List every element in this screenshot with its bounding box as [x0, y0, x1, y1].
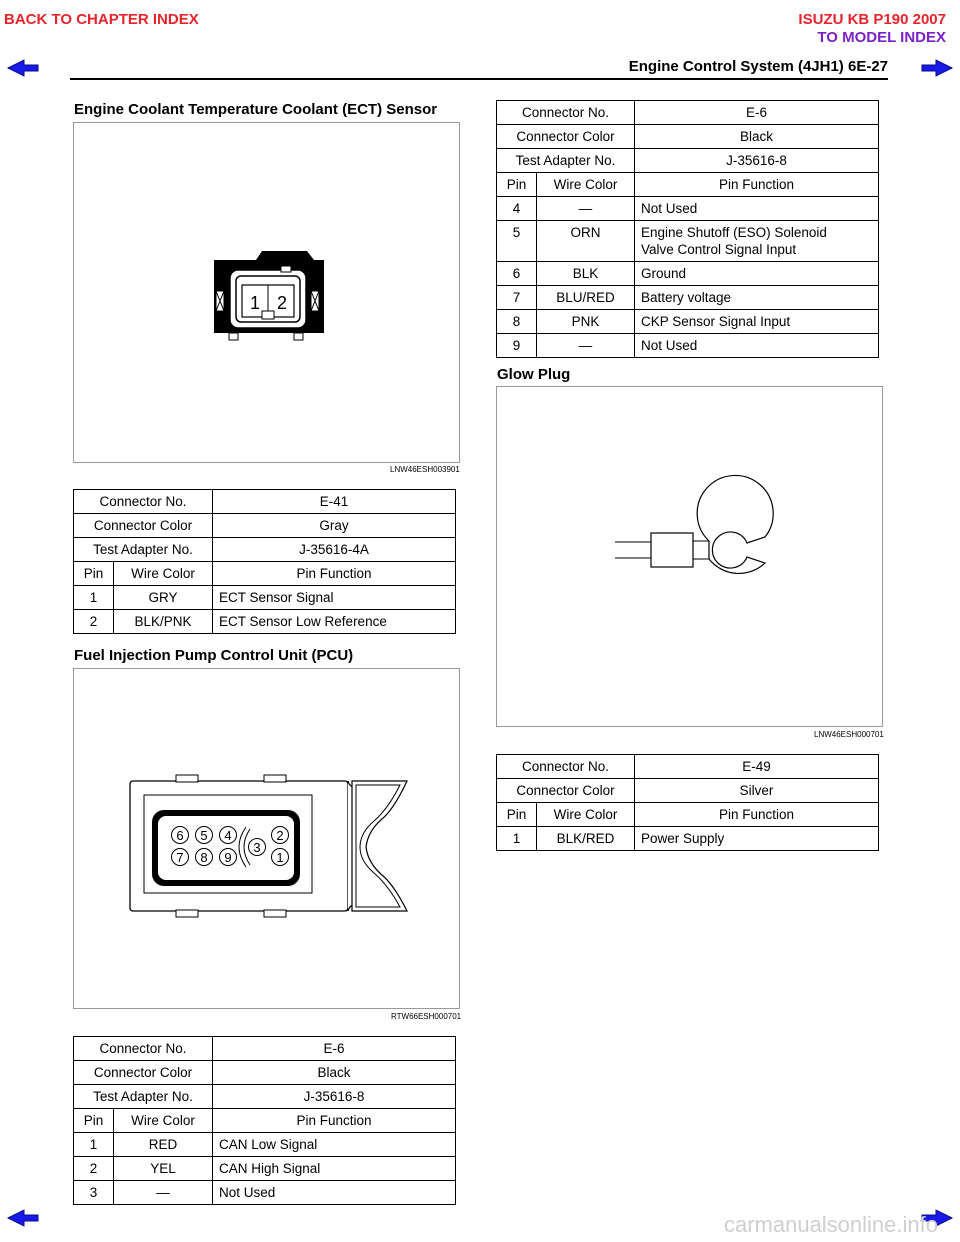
pcu-figure-code: RTW66ESH000701 [391, 1012, 462, 1021]
table-row [497, 310, 879, 334]
table-row [74, 514, 456, 538]
table-row [497, 125, 879, 149]
table-row [74, 1061, 456, 1085]
table-cell: 1 [74, 586, 114, 610]
table-row [74, 1181, 456, 1205]
table-cell: Test Adapter No. [74, 1085, 213, 1109]
pcu-connector-table [73, 1036, 456, 1205]
table-cell: J-35616-8 [635, 149, 879, 173]
table-cell: Black [213, 1061, 456, 1085]
table-header-cell: Wire Color [537, 803, 635, 827]
glow-plug-terminal-icon [497, 387, 884, 728]
table-cell: YEL [114, 1157, 213, 1181]
table-cell: 9 [497, 334, 537, 358]
previous-page-arrow-icon[interactable] [6, 1208, 40, 1228]
table-cell: Connector No. [497, 101, 635, 125]
table-row [74, 610, 456, 634]
table-cell: ORN [537, 221, 635, 262]
model-name-label: ISUZU KB P190 2007 [798, 11, 946, 28]
pcu-pin-label: 1 [276, 850, 284, 865]
ect-connector-table [73, 489, 456, 634]
table-cell: Not Used [213, 1181, 456, 1205]
function-line: Valve Control Signal Input [641, 242, 797, 257]
table-header-row [497, 173, 879, 197]
table-cell: GRY [114, 586, 213, 610]
table-cell: Black [635, 125, 879, 149]
table-cell: ECT Sensor Low Reference [213, 610, 456, 634]
table-cell: Test Adapter No. [74, 538, 213, 562]
ect-section-title: Engine Coolant Temperature Coolant (ECT) Sensor [74, 101, 438, 118]
table-cell: 1 [74, 1133, 114, 1157]
table-cell: Not Used [635, 197, 879, 221]
table-header-cell: Pin Function [635, 173, 879, 197]
table-row [74, 490, 456, 514]
glow-plug-section-title: Glow Plug [497, 366, 571, 383]
glow-plug-figure [496, 386, 883, 727]
ect-pin-label: 1 [249, 293, 261, 313]
table-cell: 8 [497, 310, 537, 334]
function-line: Engine Shutoff (ESO) Solenoid [641, 225, 827, 240]
pcu-pin-label: 4 [224, 828, 232, 843]
table-row [497, 149, 879, 173]
table-header-cell: Wire Color [114, 1109, 213, 1133]
table-cell: BLK/PNK [114, 610, 213, 634]
watermark-text: carmanualsonline.info [723, 1212, 938, 1237]
table-cell: BLK/RED [537, 827, 635, 851]
table-cell: Ground [635, 262, 879, 286]
to-model-index-link[interactable]: TO MODEL INDEX [817, 29, 946, 46]
pcu-pin-label: 9 [224, 850, 232, 865]
table-cell: 7 [497, 286, 537, 310]
header-divider [70, 78, 888, 80]
table-cell: Connector No. [74, 1037, 213, 1061]
table-header-cell: Wire Color [114, 562, 213, 586]
table-row [74, 538, 456, 562]
table-row [497, 334, 879, 358]
next-page-arrow-icon[interactable] [920, 58, 954, 78]
pcu-pin-label: 7 [176, 850, 184, 865]
table-cell: 4 [497, 197, 537, 221]
table-cell: — [537, 334, 635, 358]
table-cell: Power Supply [635, 827, 879, 851]
table-header-cell: Pin [74, 562, 114, 586]
table-cell: 1 [497, 827, 537, 851]
glow-plug-connector-table [496, 754, 879, 851]
table-row [74, 1133, 456, 1157]
table-cell: RED [114, 1133, 213, 1157]
ect-connector-figure [73, 122, 460, 463]
table-cell: Connector No. [497, 755, 635, 779]
table-cell: CKP Sensor Signal Input [635, 310, 879, 334]
table-row [497, 286, 879, 310]
table-row [497, 262, 879, 286]
back-to-chapter-link[interactable]: BACK TO CHAPTER INDEX [4, 11, 199, 28]
pcu-continued-table [496, 100, 879, 358]
pcu-pin-label: 3 [253, 840, 261, 855]
table-header-cell: Pin [74, 1109, 114, 1133]
previous-page-arrow-icon[interactable] [6, 58, 40, 78]
table-cell: Battery voltage [635, 286, 879, 310]
ect-connector-icon [74, 123, 461, 464]
table-row [497, 755, 879, 779]
table-cell: E-6 [635, 101, 879, 125]
table-row [497, 221, 879, 262]
table-cell: Connector Color [74, 1061, 213, 1085]
table-cell: 5 [497, 221, 537, 262]
ect-pin-label: 2 [276, 293, 288, 313]
table-row [74, 1157, 456, 1181]
table-cell [635, 221, 879, 262]
table-header-cell: Pin Function [213, 1109, 456, 1133]
table-cell: Connector No. [74, 490, 213, 514]
table-cell: ECT Sensor Signal [213, 586, 456, 610]
table-header-row [74, 562, 456, 586]
table-row [74, 1085, 456, 1109]
table-cell: 2 [74, 1157, 114, 1181]
table-cell: 2 [74, 610, 114, 634]
table-row [497, 101, 879, 125]
table-cell: Connector Color [497, 779, 635, 803]
table-cell: — [114, 1181, 213, 1205]
table-cell: 6 [497, 262, 537, 286]
table-header-cell: Pin Function [635, 803, 879, 827]
pcu-connector-figure [73, 668, 460, 1009]
table-cell: Not Used [635, 334, 879, 358]
table-header-cell: Pin [497, 803, 537, 827]
glow-plug-figure-code: LNW46ESH000701 [814, 730, 884, 739]
table-row [74, 586, 456, 610]
table-cell: BLK [537, 262, 635, 286]
pcu-connector-icon [74, 669, 461, 1010]
table-cell: Test Adapter No. [497, 149, 635, 173]
table-row [497, 827, 879, 851]
pcu-pin-label: 6 [176, 828, 184, 843]
table-row [74, 1037, 456, 1061]
table-cell: Silver [635, 779, 879, 803]
table-row [497, 197, 879, 221]
table-cell: BLU/RED [537, 286, 635, 310]
table-cell: 3 [74, 1181, 114, 1205]
table-cell: E-49 [635, 755, 879, 779]
table-cell: E-41 [213, 490, 456, 514]
table-cell: — [537, 197, 635, 221]
table-cell: E-6 [213, 1037, 456, 1061]
table-header-cell: Pin [497, 173, 537, 197]
table-cell: Connector Color [497, 125, 635, 149]
table-row [497, 779, 879, 803]
table-cell: J-35616-8 [213, 1085, 456, 1109]
page-header-title: Engine Control System (4JH1) 6E-27 [628, 58, 888, 75]
table-header-row [497, 803, 879, 827]
table-cell: J-35616-4A [213, 538, 456, 562]
pcu-pin-label: 8 [200, 850, 208, 865]
ect-figure-code: LNW46ESH003901 [390, 465, 460, 474]
pcu-pin-label: 5 [200, 828, 208, 843]
pcu-section-title: Fuel Injection Pump Control Unit (PCU) [74, 647, 354, 664]
table-cell: PNK [537, 310, 635, 334]
table-cell: CAN High Signal [213, 1157, 456, 1181]
table-header-row [74, 1109, 456, 1133]
pcu-pin-label: 2 [276, 828, 284, 843]
table-header-cell: Wire Color [537, 173, 635, 197]
table-cell: Gray [213, 514, 456, 538]
table-cell: Connector Color [74, 514, 213, 538]
table-cell: CAN Low Signal [213, 1133, 456, 1157]
table-header-cell: Pin Function [213, 562, 456, 586]
